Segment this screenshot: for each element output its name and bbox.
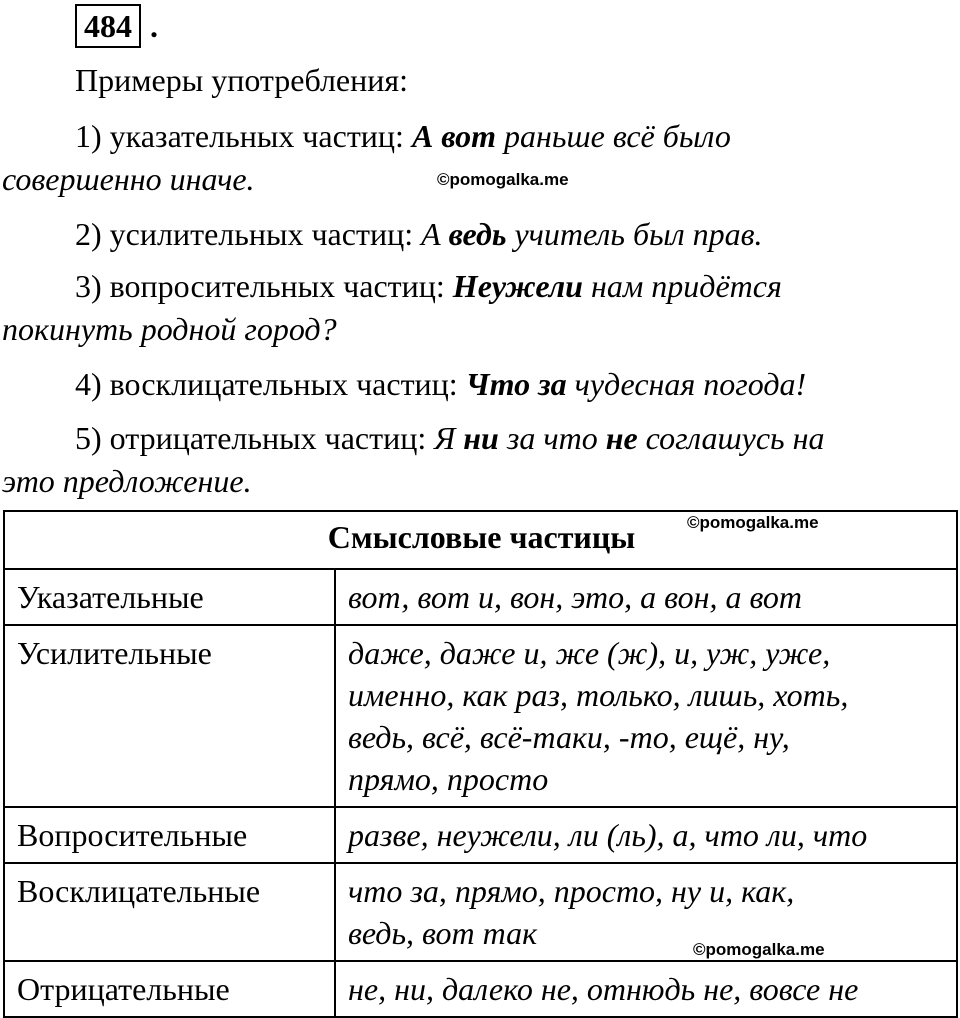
example-3-line	[75, 266, 782, 306]
particle-list	[335, 863, 957, 961]
particle-kind: Отрицательные	[4, 961, 335, 1017]
example-1-text-cont: совершенно иначе.	[2, 161, 255, 197]
table-row	[4, 807, 957, 863]
table-row	[4, 625, 957, 807]
table-row	[4, 569, 957, 625]
exercise-number-dot: .	[150, 8, 158, 44]
example-5-particle-2: не	[605, 420, 638, 456]
example-4-label: 4) восклицательных частиц:	[75, 366, 466, 402]
example-3-text-cont: покинуть родной город?	[2, 311, 337, 347]
particle-list-line: даже, даже и, же (ж), и, уж, уже,	[348, 635, 831, 671]
example-1-text: раньше всё было	[496, 118, 731, 154]
example-4-line	[75, 364, 806, 404]
example-5-particle-1: ни	[463, 420, 499, 456]
example-5-text-cont: это предложение.	[2, 463, 252, 499]
example-5-line	[75, 418, 824, 458]
particle-list	[335, 569, 957, 625]
example-2-line	[75, 214, 763, 254]
example-5-line-2	[2, 461, 252, 501]
example-2-text-a: А	[421, 216, 449, 252]
example-5-text-c: соглашусь на	[637, 420, 825, 456]
example-1-label: 1) указательных частиц:	[75, 118, 412, 154]
watermark-3: ©pomogalka.me	[693, 940, 825, 959]
example-5-label: 5) отрицательных частиц:	[75, 420, 435, 456]
example-3-label: 3) вопросительных частиц:	[75, 268, 453, 304]
particle-list-line: прямо, просто	[348, 761, 549, 797]
particle-list	[335, 625, 957, 807]
example-3-particle: Неужели	[452, 268, 583, 304]
particle-kind: Указательные	[4, 569, 335, 625]
particle-list-line: вот, вот и, вон, это, а вон, а вот	[348, 579, 803, 615]
particle-list	[335, 807, 957, 863]
table-title: Смысловые частицы	[4, 511, 957, 569]
particle-kind: Усилительные	[4, 625, 335, 807]
example-2-particle: ведь	[448, 216, 507, 252]
particle-list-line: ведь, всё, всё-таки, -то, ещё, ну,	[348, 719, 790, 755]
particle-list-line: что за, прямо, просто, ну и, как,	[348, 873, 795, 909]
intro-text: Примеры употребления:	[75, 62, 408, 98]
example-3-text: нам придётся	[582, 268, 782, 304]
example-4-particle: Что за	[465, 366, 567, 402]
table-row	[4, 961, 957, 1017]
particle-list-line: именно, как раз, только, лишь, хоть,	[348, 677, 849, 713]
particle-list	[335, 961, 957, 1017]
example-5-text-b: за что	[498, 420, 606, 456]
example-1-particle: А вот	[411, 118, 497, 154]
particle-list-line: ведь, вот так	[348, 915, 538, 951]
example-5-text-a: Я	[434, 420, 464, 456]
particle-kind: Вопросительные	[4, 807, 335, 863]
example-4-text: чудесная погода!	[566, 366, 807, 402]
example-2-text: учитель был прав.	[506, 216, 763, 252]
watermark-1: ©pomogalka.me	[437, 170, 569, 189]
example-1-line-2	[2, 159, 255, 199]
exercise-number: 484	[75, 4, 141, 48]
example-2-label: 2) усилительных частиц:	[75, 216, 422, 252]
watermark-2: ©pomogalka.me	[687, 513, 819, 532]
example-3-line-2	[2, 309, 337, 349]
particle-list-line: не, ни, далеко не, отнюдь не, вовсе не	[348, 971, 859, 1007]
particle-list-line: разве, неужели, ли (ль), а, что ли, что	[348, 817, 868, 853]
example-1-line	[75, 116, 731, 156]
particle-kind: Восклицательные	[4, 863, 335, 961]
